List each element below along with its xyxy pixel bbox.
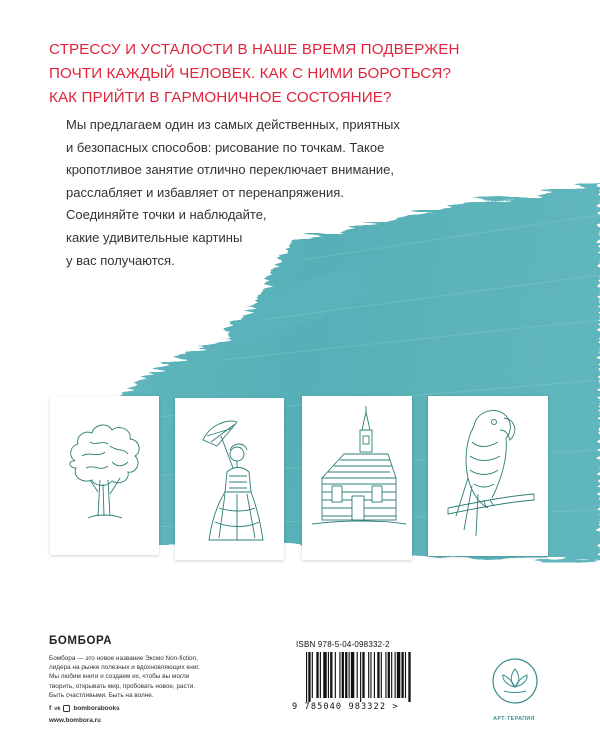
barcode-bar xyxy=(368,652,369,698)
description-line: Бомбора — это новое название Эксмо Non-fiction, xyxy=(49,655,198,662)
instagram-icon[interactable] xyxy=(63,705,70,712)
barcode-bar xyxy=(342,652,344,698)
barcode-bar xyxy=(377,652,379,698)
description-paragraph xyxy=(66,114,400,272)
barcode-bar xyxy=(381,652,382,698)
sample-card-church xyxy=(302,396,412,560)
description-line: Быть счастливыми. Быть на волне. xyxy=(49,691,154,699)
description-line: творить, открывать мир, пробовать новое, расти. xyxy=(49,682,196,690)
barcode-bar xyxy=(339,652,340,698)
barcode-bar xyxy=(349,652,350,698)
headline-line: ПОЧТИ КАЖДЫЙ ЧЕЛОВЕК. КАК С НИМИ БОРОТЬСЯ? xyxy=(49,65,451,82)
headline xyxy=(49,38,579,110)
barcode-bar xyxy=(408,652,410,702)
paragraph-line: Соединяйте точки и наблюдайте, xyxy=(66,207,267,223)
barcode-bar xyxy=(360,652,361,702)
paragraph-line: кропотливое занятие отлично переключает внимание, xyxy=(66,162,394,178)
barcode-digits: 9 785040 983322 > xyxy=(292,702,399,712)
paragraph-line: Мы предлагаем один из самых действенных, приятных xyxy=(66,117,400,132)
paragraph-line: расслабляет и избавляет от перенапряжения. xyxy=(66,184,344,200)
art-therapy-badge-icon xyxy=(490,655,540,713)
paragraph-line: у вас получаются. xyxy=(66,252,175,268)
barcode-bar xyxy=(308,652,310,702)
publisher-description xyxy=(49,654,200,700)
church-drawing-icon xyxy=(302,396,412,560)
barcode-bar xyxy=(385,652,386,698)
barcode-bar xyxy=(401,652,403,698)
barcode-bar xyxy=(312,652,313,698)
barcode-bar xyxy=(345,652,347,698)
barcode-bar xyxy=(351,652,354,698)
barcode-icon xyxy=(304,652,454,702)
description-line: лидера на рынке полезных и вдохновляющих книг. xyxy=(49,664,200,672)
vk-icon[interactable]: vk xyxy=(54,705,61,712)
social-handle[interactable]: bomborabooks xyxy=(73,705,120,712)
tree-drawing-icon xyxy=(50,396,159,555)
sample-card-parrot xyxy=(428,396,548,556)
description-line: Мы любим книги и создаем их, чтобы вы могли xyxy=(49,673,190,681)
facebook-icon[interactable]: f xyxy=(49,705,52,712)
barcode-bar xyxy=(328,652,329,698)
isbn-number: ISBN 978-5-04-098332-2 xyxy=(296,640,390,649)
art-therapy-label: АРТ-ТЕРАПИЯ xyxy=(493,716,535,722)
barcode-bar xyxy=(323,652,326,698)
barcode-bar xyxy=(374,652,375,698)
paragraph-line: какие удивительные картины xyxy=(66,229,243,245)
barcode-bar xyxy=(330,652,332,698)
barcode-bar xyxy=(397,652,400,698)
barcode-bar xyxy=(316,652,318,698)
sample-card-tree xyxy=(50,396,159,555)
barcode-bar xyxy=(335,652,336,698)
headline-line: СТРЕССУ И УСТАЛОСТИ В НАШЕ ВРЕМЯ ПОДВЕРЖЕН xyxy=(49,41,460,58)
paragraph-line: и безопасных способов: рисование по точкам. Такое xyxy=(66,139,385,155)
barcode-bar xyxy=(370,652,371,698)
publisher-brand: БОМБОРА xyxy=(49,635,113,647)
barcode-bar xyxy=(405,652,406,698)
barcode-bar xyxy=(388,652,390,698)
headline-line: КАК ПРИЙТИ В ГАРМОНИЧНОЕ СОСТОЯНИЕ? xyxy=(49,89,392,106)
website-link[interactable]: www.bombora.ru xyxy=(49,717,101,724)
barcode-bar xyxy=(395,652,396,698)
barcode-bar xyxy=(306,652,307,702)
social-links xyxy=(49,705,120,712)
barcode-bar xyxy=(357,652,358,698)
lady-with-parasol-drawing-icon xyxy=(175,398,284,560)
parrot-drawing-icon xyxy=(428,396,548,556)
barcode-bar xyxy=(320,652,321,698)
barcode-bar xyxy=(362,652,364,698)
barcode-bar xyxy=(391,652,392,698)
sample-card-lady xyxy=(175,398,284,560)
